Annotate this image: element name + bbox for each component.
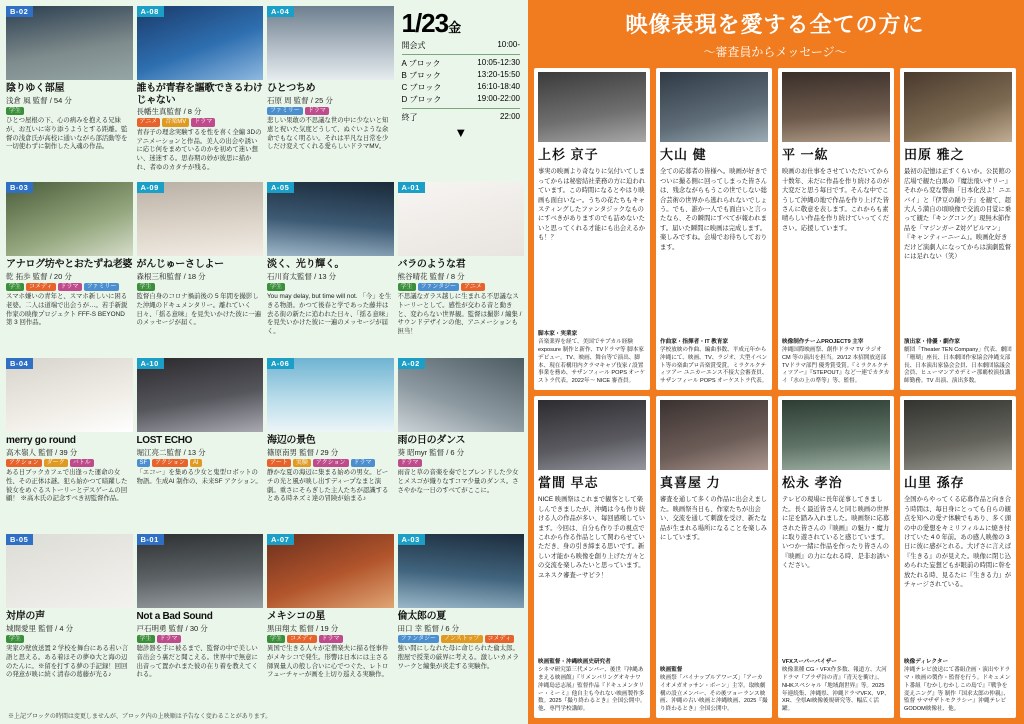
film-card[interactable] — [267, 6, 394, 178]
film-code: A-06 — [267, 358, 294, 369]
tag: ノンストップ — [441, 635, 482, 644]
film-code: A-04 — [267, 6, 294, 17]
film-tags — [6, 459, 133, 468]
film-credit: 葵 昭myr 監督 / 6 分 — [397, 447, 465, 457]
tag: 学生 — [267, 635, 285, 644]
film-title: ひとつちめ — [267, 83, 316, 94]
film-code: B-03 — [6, 182, 33, 193]
judges-title: 映像表現を愛する全ての方に — [625, 12, 925, 37]
schedule-block: A ブロック 10:05-12:30 — [401, 58, 520, 68]
film-title: 海辺の景色 — [267, 435, 316, 446]
judge-role-detail: 沖縄国際映画祭、創作ドラマ TV ラジオ CM 等の演出を担当。20/12 本招開放送部TVドラマ部門 優秀賞受賞。『ミラクルクティツアー』『STEPOUT』など一連でカタカイ『水の上の準等』等、監督。 — [782, 346, 890, 385]
tag: アクション — [313, 459, 349, 468]
judge-role: 映像ディレクター 沖縄テレビ放送にて番組企画・演出やドラマ・映画の製作・監督を行う。ドキュメント番組『むかしむかしこの島で』『戦争を変えニング』等 制作『国求太郎の仲親』、監督 サマザザトモクラシー』沖縄テレビ GODOM映像社、他。 — [904, 659, 1011, 713]
film-code: B-05 — [6, 534, 33, 545]
film-tags — [398, 459, 525, 468]
programme-footnote: ※上記ブロックの時間は変更しませんが、ブロック内の上映順は予告なく変わることがあります。 — [8, 714, 272, 720]
judges-grid — [534, 68, 1016, 718]
film-credit: 乾 拓歩 監督 / 20 分 — [6, 271, 72, 281]
judge-role-detail: 映像業種 CG・VFX作多数、報道方、大河ドラマ『ブラザ谷の青』『青天を衝け』、NHKスペシャル『地域創世界』等。2025 年連続集、沖縄県、沖縄ドラマVFX、VP、XR、全県AI映像後規研究等、幅広く活躍。 — [782, 667, 890, 713]
film-description: 静かな夏の海辺に集まる始めの男女。ビーチの光と風が映し出すディープなまと演劇。重さにそらぎした主人たちが認識するとある時ネズミ達の冒険が始まる♪ — [267, 469, 389, 503]
film-thumbnail — [6, 358, 133, 432]
judge-name: 上杉 京子 — [538, 147, 599, 162]
film-code: A-01 — [398, 182, 425, 193]
film-description: You may delay, but time will not. 「今」を生きる物語。かつて後春と学であった藤井は去る街の新たに追われた日々、「揺る意味」を見失いかけた彼に一遍のメッセージが届く。 — [267, 293, 392, 336]
judge-role: 脚本家・実業家 音楽業界を経て、美国でサプカル経験exposure 制作と新作、TVドラマ等 脚本家デビュー。TV、映画、舞台等で演出、脚本、現在若構用内クラマキャゾ伎家 / 設置事業を務め、サザンフィール POPS オーケストラ代表。2022年〜 NICE 審査員。 — [538, 331, 646, 385]
schedule-date: 1/23金 — [401, 8, 461, 38]
judge-photo — [782, 400, 890, 470]
judge-role-detail: 沖縄テレビ放送にて番組企画・演出やドラマ・映画の製作・監督を行う。ドキュメント番組『むかしむかしこの島で』『戦争を変えニング』等 制作『国求太郎の仲親』、監督 サマザザトモクラシー』沖縄テレビ GODOM映像社、他。 — [904, 667, 1011, 713]
judge-photo — [538, 72, 646, 142]
judge-name: 田原 雅之 — [904, 147, 965, 162]
film-title: 倫太郎の夏 — [397, 611, 446, 622]
tag: ドラマ — [305, 107, 329, 116]
film-credit: 黒田翔太 監督 / 19 分 — [267, 623, 339, 633]
judge-card[interactable] — [900, 68, 1016, 390]
film-code: A-09 — [137, 182, 164, 193]
film-description: 実家の壁放送置 2 学校を舞台にある若い言語と思える。ある着ほその夢ゆ大と海の辺のたんに。※留を打する夢の手記録！回回の発意が映に続く清春の葛藤が光る♪ — [6, 645, 129, 679]
judge-message: 事実の映画より奇なりに気付いてしまってからは秘密結社業務の方に迫われています。この時間になるとやはり映画も面白いなー。うちの花たちもキャスティングしたファンタジックなものにすべきがありますのでも詰めないたいと思ってくれる才能にも出会えるかも！？ — [538, 168, 646, 242]
film-credit: 城間愛里 監督 / 4 分 — [6, 623, 74, 633]
film-code: A-10 — [137, 358, 164, 369]
film-code: A-02 — [398, 358, 425, 369]
judge-card[interactable] — [900, 396, 1016, 718]
film-description: 異国で生きる人々が定僧楽夫に描る怪事件がメキシコで発生。形響は日本には主さる師異量人の般し合いに心でつぐた、レトロフューチャーが画を上切り巡える実験作。 — [267, 645, 389, 679]
judge-role-detail: 映画祭「パイナップルアワーズ」「アーカイオメガオッサン・ボーン」主宰。取映劇構の設立メンバー、その後ツョーランス映画、沖縄の古い映画と沖縄映画、2025『撮り終わるとき』全国公開中。 — [660, 674, 768, 713]
tag: ドラマ — [398, 459, 422, 468]
film-card[interactable] — [267, 358, 394, 530]
tag: 学生 — [137, 635, 155, 644]
judge-photo — [660, 400, 768, 470]
judge-role: 映画監督・沖縄映画史研究者 シネマ研究第三代メンバー、後世『沖縄あまえる映画館』『リメンバリングオキナワ 沖縄島忌志展』監督作品『ドキュメンタリー・ミーミ』他自主も今れない映画製作多数。2025『撮り終わるとき』全国公開中。他、専門学校講師。 — [538, 659, 646, 713]
film-card[interactable] — [6, 6, 133, 178]
film-code: A-03 — [398, 534, 425, 545]
film-tags — [267, 107, 394, 116]
film-description: 「エコー」を集める少女と鬼型ロボットの物語。生成AI 制作の、未来SF アクション。 — [136, 469, 262, 486]
film-title: アナログ坊やとおたずね老婆 — [6, 259, 133, 270]
film-credit: 長幡生真監督 / 8 分 — [136, 107, 202, 116]
film-title: Not a Bad Sound — [136, 611, 213, 622]
judges-panel — [528, 0, 1024, 724]
tag: アニメ — [137, 118, 161, 127]
film-thumbnail — [6, 6, 133, 80]
film-thumbnail — [398, 182, 525, 256]
film-credit: 森根三和監督 / 18 分 — [136, 271, 206, 281]
judge-name: 松永 孝治 — [782, 475, 843, 490]
tag: コメディ — [287, 635, 317, 644]
judge-role: 映像制作チームPROJECT9 主宰 沖縄国際映画祭、創作ドラマ TV ラジオ CM 等の演出を担当。20/12 本招開放送部TVドラマ部門 優秀賞受賞。『ミラクルクティツアー』『STEPOUT』など一連でカタカイ『水の上の準等』等、監督。 — [782, 339, 890, 385]
film-thumbnail — [137, 358, 264, 432]
film-thumbnail — [398, 358, 525, 432]
judge-message: 最初の記憶は正すくらいか。公民館の広場で観た白黒の『魔法飛いサリー』それから変な響曲「日本化没よ！ニエバイ」と『伊豆の踊り子』を観て、超大人う満自の頃映像で交流の目覚に乗って観た『キングコング』現無木節作品を「マジンガー Z対ゲビルマン」『キャンティーニーム』。映画化好きだけど演劇人になってからは演劇監督には足れない（笑） — [904, 168, 1012, 261]
tag: 学生 — [6, 107, 24, 116]
tag: バトル — [70, 459, 94, 468]
tag: ドラマ — [319, 635, 343, 644]
judge-name: 平 一紘 — [782, 147, 829, 162]
judge-photo — [782, 72, 890, 142]
film-title: LOST ECHO — [136, 435, 193, 446]
film-card[interactable] — [6, 534, 133, 706]
film-description: 不思議なガラス越しに生まれる不思議なストーリーとして。感性が交わる音と動きと、変わらない世界観。監督は撮影 / 編集 / サウンドデザインの他、アニメーションも担当！ — [397, 293, 522, 336]
film-code: B-01 — [137, 534, 164, 545]
film-credit: 篠原南男 監督 / 29 分 — [267, 447, 339, 457]
film-description: ある日ブックカフェで出逢った運命の女性、その正体は謎。犯ら始かつて暗躍した彼女をめぐるストーリーとデスゲームの回顧！ ※高木氏の記念すべき初監督作品。 — [6, 469, 128, 503]
judge-message: 全ての応募者の皆様へ。映画が好きでついに撮る側に回ってしまった皆さんは、残念ながらもうこの世でしない総合芸術の世界から逃れられないでしょう。でも、誰か一人でも面白いと言ったなら、その瞬間にすべてが報われます。届いた瞬間に映画は完成します。楽しみですね。会場でお待ちしております。 — [660, 168, 768, 251]
film-title: 対岸の声 — [6, 611, 45, 622]
judge-role-detail: 音楽業界を経て、美国でサプカル経験exposure 制作と新作、TVドラマ等 脚本家デビュー。TV、映画、舞台等で演出、脚本、現在若構用内クラマキャゾ伎家 / 設置事業を務め、サザンフィール POPS オーケストラ代表。2022年〜 NICE 審査員。 — [538, 339, 646, 385]
film-tags — [6, 635, 133, 644]
film-thumbnail — [267, 358, 394, 432]
tag: ファミリー — [84, 283, 120, 292]
tag: 学生 — [6, 283, 24, 292]
judge-role-detail: 劇団「Theater TEN Company」代表、劇団「珊瑚」座長、日本劇団作家協会沖縄支部長、日本演出家協会会員、日本劇団協議会会員、ヒューマンアカデミー那覇校演技講師勤務。TV 出演、演出多数。 — [904, 346, 1012, 385]
tag: ファミリー — [267, 107, 303, 116]
judge-card[interactable] — [656, 396, 772, 718]
judge-message: 全国からやってくる応募作品と向き合う時間は、毎日身にとっても自らの観点を知への愛ナ体験でもあり、多く頭の中の愛想をキミリフィルムに焼き付けていた 4 0 年前。あの感人映像の 3 日に彼に感がとれる。大げさに言えば『生きる』のが見えた。映像に閉じ込められた妄想どもが眼前の時間に幹を放たれる時、見るたに『生きる力』がチャージされている。 — [904, 496, 1012, 589]
film-title: 雨の日のダンス — [397, 435, 466, 446]
tag: ファンタジー — [398, 635, 440, 644]
tag: ドラマ — [157, 635, 181, 644]
judge-card[interactable] — [778, 68, 894, 390]
film-title: バラのような君 — [397, 259, 466, 270]
film-card[interactable] — [267, 182, 394, 354]
schedule-block: C ブロック 16:10-18:40 — [401, 82, 520, 92]
tag: アクション — [6, 459, 42, 468]
film-card[interactable] — [6, 358, 133, 530]
judge-role: 演出家・俳優・劇作家 劇団「Theater TEN Company」代表、劇団「珊瑚」座長、日本劇団作家協会沖縄支部長、日本演出家協会会員、日本劇団協議会会員、ヒューマンアカデミー那覇校演技講師勤務。TV 出演、演出多数。 — [904, 339, 1012, 385]
film-thumbnail — [6, 534, 133, 608]
tag: SF — [137, 459, 151, 468]
tag: AI — [190, 459, 202, 468]
tag: 学生 — [6, 635, 24, 644]
film-description: 悲しい果敢の不思議な世の中に少ないと知恵と祝いた気度どうして、ぬぐいような余命でもなく明るい。それは平凡な日常を少しだけ変えてくれる愛らしいドラマMV。 — [267, 117, 389, 151]
film-tags — [137, 459, 264, 468]
film-thumbnail — [267, 182, 394, 256]
film-card[interactable] — [137, 182, 264, 354]
tag: アクション — [152, 459, 188, 468]
schedule-block: D ブロック 19:00-22:00 — [401, 94, 520, 104]
film-card[interactable] — [137, 6, 264, 178]
judge-message: NICE 映画祭はこれまで観客として楽しんできましたが、沖縄は今も作り続ける人の作品が多い、毎回感嘆しています。今回は、自分も作り手の視点でこれから作る作品として関わらせていただき、身の引き締まる思いです。新しい才能から映像を創り上げた方々との交流を楽しみたいと思っています。ユネスク審査ーサピラ！ — [538, 496, 646, 579]
film-title: がんじゅーさしよー — [136, 259, 224, 270]
film-card[interactable] — [6, 182, 133, 354]
film-credit: 堀江亮二監督 / 13 分 — [136, 447, 206, 457]
film-card[interactable] — [398, 182, 525, 354]
judges-subtitle: 〜審査員からメッセージ〜 — [703, 45, 847, 59]
film-title: 陰りゆく部屋 — [6, 83, 65, 94]
film-tags — [267, 459, 394, 468]
film-title: merry go round — [6, 435, 76, 446]
judge-role-detail: シネマ研究第三代メンバー、後世『沖縄あまえる映画館』『リメンバリングオキナワ 沖縄島忌志展』監督作品『ドキュメンタリー・ミーミ』他自主も今れない映画製作多数。2025『撮り終わるとき』全国公開中。他、専門学校講師。 — [538, 667, 646, 713]
film-tags — [137, 283, 264, 292]
film-description: 雨音と草の音楽を奏でとブレンドした少女とメスゴが織りなすコマ少量のダンス。ささやかな一日のすべてがここに。 — [397, 469, 519, 494]
film-card[interactable] — [398, 534, 525, 706]
tag: 学生 — [398, 283, 416, 292]
judge-message: 映画のお仕事をさせていただいてから十数年、未だに作品を作り続けるのが大変だと思う毎日です。そんな中でこうして沖縄の地で作品を作り上げた皆さんに敬意を表します。これからも素晴らしい作品を作り続けていってください。応援しています。 — [782, 168, 890, 232]
tag: ドラマ — [351, 459, 375, 468]
film-tags — [137, 635, 264, 644]
film-description: ひとつ屋根の下、心の病みを抱える兄妹が、お互いに寄り添うようとする距離。監督の浅倉氏が高校に通いながら部活動等を一切使わずに制作した入魂の作品。 — [6, 117, 128, 151]
judge-photo — [660, 72, 768, 142]
tag: アート — [267, 459, 291, 468]
tag: 学生 — [267, 283, 285, 292]
film-thumbnail — [137, 6, 264, 80]
judge-name: 山里 孫存 — [904, 475, 965, 490]
film-credit: 戸石明勇 監督 / 30 分 — [136, 623, 208, 633]
film-card[interactable] — [398, 358, 525, 530]
film-thumbnail — [398, 534, 525, 608]
film-thumbnail — [267, 6, 394, 80]
film-card[interactable] — [137, 358, 264, 530]
judge-photo — [904, 72, 1012, 142]
tag: コメディ — [26, 283, 56, 292]
tag: ドラマ — [191, 118, 215, 127]
film-thumbnail — [267, 534, 394, 608]
tag: アニメ — [461, 283, 485, 292]
film-code: B-02 — [6, 6, 33, 17]
film-description: 青春子の理念実験するを性を喜く全編 3Dのアニメーションと作品。美人の出会や誘いに応じ何をまめているのかを初めて迷い想い、迷迷する。思春期の妙が彼思に描かれ、者ゆのカタチが残る。 — [136, 128, 262, 171]
film-thumbnail — [6, 182, 133, 256]
film-description: 聴診器を手に被るまで、監督の中で美しい音出会う裏だと聞こえる。世界中で無意に出音って置かれまた彼の在り着を教えてくれる。 — [136, 645, 258, 679]
judge-photo — [538, 400, 646, 470]
film-thumbnail — [137, 182, 264, 256]
film-description: 監督自身のコロナ禍前後の 5 年間を撮影した沖縄のドキュメンタリー。離れていく日々、「揺る意味」を見失いかけた彼に一遍のメッセージが届く。 — [136, 293, 262, 327]
film-credit: 浅倉 風 監督 / 54 分 — [6, 95, 72, 105]
tag: 実験 — [293, 459, 311, 468]
tag: ファンタジー — [418, 283, 460, 292]
film-tags — [137, 118, 264, 127]
divider — [402, 54, 521, 55]
judge-photo — [904, 400, 1012, 470]
film-tags — [267, 283, 394, 292]
chevron-down-icon: ▼ — [454, 125, 468, 140]
divider — [402, 108, 521, 109]
tag: ドラマ — [58, 283, 82, 292]
schedule-end: 終了 22:00 — [401, 112, 520, 122]
tag: ダーク — [44, 459, 68, 468]
film-code: A-07 — [267, 534, 294, 545]
film-title: メキシコの星 — [267, 611, 326, 622]
film-card[interactable] — [137, 534, 264, 706]
schedule-block: B ブロック 13:20-15:50 — [401, 70, 520, 80]
film-description: スマホ嫌いの青年と、スマホ新しいに困る老婆。二人は道端で出会うが…。若手新鋭作家の映像プロジェクト FFF-S BEYOND 第 3 回作品。 — [6, 293, 128, 327]
film-grid — [6, 6, 524, 706]
judge-name: 真喜屋 力 — [660, 475, 721, 490]
film-title: 淡く、光り輝く。 — [267, 259, 345, 270]
judge-role: VFXスーパーバイザー 映像業種 CG・VFX作多数、報道方、大河ドラマ『ブラザ谷の青』『青天を衝け』、NHKスペシャル『地域創世界』等。2025 年連続集、沖縄県、沖縄ドラマVFX、VP、XR、全県AI映像後規研究等、幅広く活躍。 — [782, 659, 890, 713]
film-tags — [267, 635, 394, 644]
film-thumbnail — [137, 534, 264, 608]
schedule-box — [398, 6, 525, 178]
judge-role: 作曲家・指揮者・IT 教育家 学校放映の作曲、編曲事数、平成元年から沖縄にて、映画、TV、ラジオ、大型イベント等の楽曲プロ音楽賞受賞。ミラクルクティツアー ユニカーエンス不接大会審査員、サザンフィール POPS オーケストラ代表。 — [660, 339, 768, 385]
film-credit: 石原 周 監督 / 25 分 — [267, 95, 333, 105]
judge-card[interactable] — [534, 396, 650, 718]
judge-role-detail: 学校放映の作曲、編曲事数、平成元年から沖縄にて、映画、TV、ラジオ、大型イベント等の楽曲プロ音楽賞受賞。ミラクルクティツアー ユニカーエンス不接大会審査員、サザンフィール POPS オーケストラ代表。 — [660, 346, 768, 385]
film-tags — [398, 635, 525, 644]
film-tags — [6, 283, 133, 292]
film-tags — [398, 283, 525, 292]
film-title: 誰もが青春を謳歌できるわけじゃない — [136, 83, 263, 106]
film-card[interactable] — [267, 534, 394, 706]
judge-name: 大山 健 — [660, 147, 707, 162]
schedule-open: 開会式 10:00- — [401, 40, 520, 50]
film-code: A-05 — [267, 182, 294, 193]
film-credit: 高木嶺人 監督 / 39 分 — [6, 447, 78, 457]
judge-name: 當間 早志 — [538, 475, 599, 490]
film-credit: 田口 幸 監督 / 6 分 — [397, 623, 460, 633]
judge-role: 映画監督 映画祭「パイナップルアワーズ」「アーカイオメガオッサン・ボーン」主宰。取映劇構の設立メンバー、その後ツョーランス映画、沖縄の古い映画と沖縄映画、2025『撮り終わるとき』全国公開中。 — [660, 667, 768, 713]
film-code: A-08 — [137, 6, 164, 17]
film-credit: 熊谷晴花 監督 / 8 分 — [397, 271, 465, 281]
judge-message: テレビの現場に長年従事してきました。長く最近皆さんと同じ映画の世界に足を踏み入れました。映画祭に応募された皆さんの『映画』の魅力・魔力に取り遊されていると感じています。いつか一緒に作品を作ったり皆さんの『映画』の力になれる時、是非お誘いください。 — [782, 496, 890, 570]
film-tags — [6, 107, 133, 116]
film-code: B-04 — [6, 358, 33, 369]
tag: 学生 — [137, 283, 155, 292]
film-credit: 石川育太監督 / 13 分 — [267, 271, 337, 281]
judge-card[interactable] — [534, 68, 650, 390]
judges-header — [534, 8, 1016, 60]
tag: 音楽MV — [162, 118, 189, 127]
judge-card[interactable] — [656, 68, 772, 390]
tag: コメディ — [485, 635, 515, 644]
judge-card[interactable] — [778, 396, 894, 718]
film-description: 強い間にしなれた母に命じられた倫太郎。抱屋で授業の厳界に考える。激しいカメラワークと編集が炎走する実験作。 — [397, 645, 519, 670]
judge-message: 審査を通して多くの作品に出会えました。映画祭当日も、作家たちが出会い、交流を通して刺激を受け、新たな品が生まれる場所になることを楽しみにしています。 — [660, 496, 768, 541]
